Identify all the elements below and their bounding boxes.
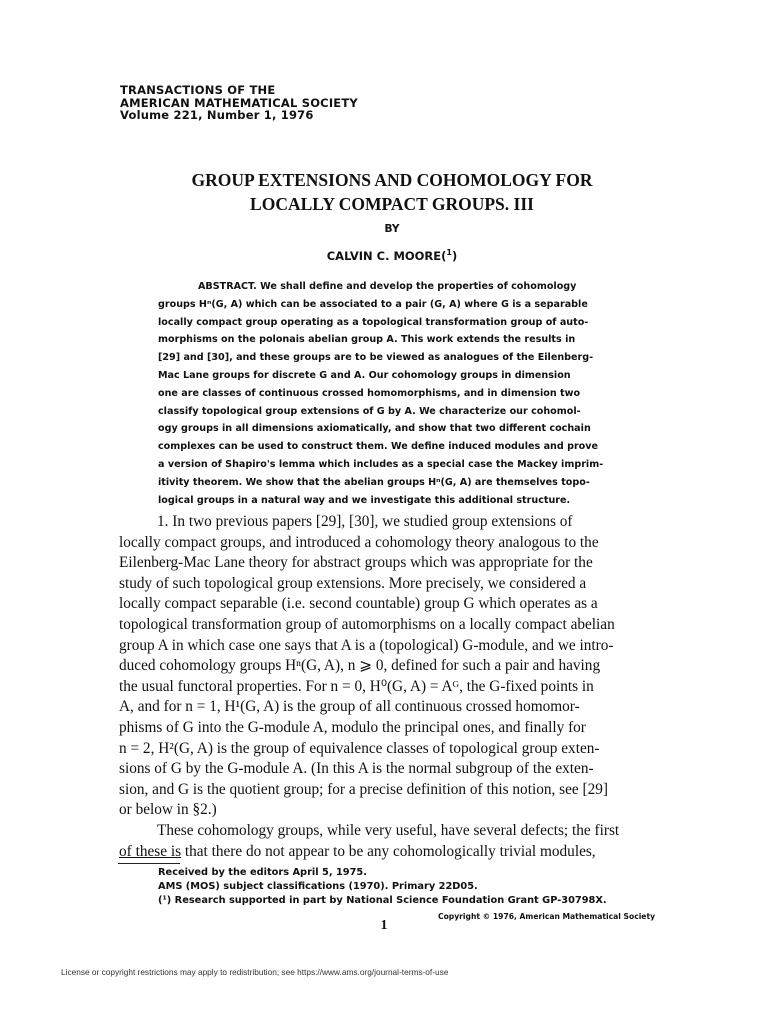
page-number: 1 [380, 918, 388, 933]
abstract-line: ABSTRACT. We shall define and develop the properties of cohomology [198, 281, 577, 292]
author-footnote-marker: 1 [446, 248, 452, 257]
abstract-line: [29] and [30], and these groups are to be viewed as analogues of the Eilenberg- [158, 352, 594, 364]
body-line: A, and for n = 1, H¹(G, A) is the group of all continuous crossed homomor- [119, 698, 580, 716]
abstract-line: complexes can be used to construct them. We define induced modules and prove [158, 441, 599, 453]
abstract-line: locally compact group operating as a topological transformation group of auto- [158, 316, 589, 328]
by-label: BY [384, 223, 400, 235]
underlined-phrase: of these is [119, 842, 182, 860]
footnote-divider [118, 863, 180, 864]
body-line: duced cohomology groups Hⁿ(G, A), n ⩾ 0, defined for such a pair and having [119, 657, 601, 675]
license-notice: License or copyright restrictions may apply to redistribution; see https://www.ams.org/journal-terms-of-use [61, 967, 449, 977]
body-line: 1. In two previous papers [29], [30], we studied group extensions of [157, 513, 573, 530]
journal-line-1: TRANSACTIONS OF THE [120, 83, 276, 97]
body-line: locally compact separable (i.e. second countable) group G which operates as a [119, 595, 598, 613]
body-line-rest: that there do not appear to be any cohomologically trivial modules, [181, 842, 596, 860]
journal-header [120, 84, 358, 122]
abstract-line: a version of Shapiro's lemma which includes as a special case the Mackey imprim- [158, 458, 604, 470]
body-line: Eilenberg-Mac Lane theory for abstract groups which was appropriate for the [119, 554, 593, 572]
body-line: topological transformation group of automorphisms on a locally compact abelian [119, 615, 615, 633]
body-line: group A in which case one says that A is a (topological) G-module, and we intro- [119, 636, 614, 654]
body-line: These cohomology groups, while very useful, have several defects; the first [157, 821, 620, 839]
abstract-line: itivity theorem. We show that the abelian groups Hⁿ(G, A) are themselves topo- [158, 476, 590, 488]
abstract [158, 278, 628, 509]
journal-volume: Volume 221, Number 1, 1976 [120, 108, 314, 122]
copyright-notice: Copyright © 1976, American Mathematical Society [438, 912, 656, 921]
abstract-line: Mac Lane groups for discrete G and A. Our cohomology groups in dimension [158, 369, 571, 381]
footnote-support: (¹) Research supported in part by National Science Foundation Grant GP-30798X. [158, 895, 607, 906]
footnotes [158, 866, 658, 908]
body-line: the usual functoral properties. For n = 0, H⁰(G, A) = Aᴳ, the G-fixed points in [119, 677, 594, 695]
author-name: CALVIN C. MOORE( [326, 248, 447, 263]
title-line-2: LOCALLY COMPACT GROUPS. III [250, 194, 534, 214]
abstract-line: ogy groups in all dimensions axiomatically, and show that two different cochain [158, 423, 591, 435]
body-line: sion, and G is the quotient group; for a precise definition of this notion, see [29] [119, 780, 608, 798]
body-line: phisms of G into the G-module A, modulo the principal ones, and finally for [119, 718, 586, 736]
body-text [119, 512, 661, 862]
body-line: sions of G by the G-module A. (In this A is the normal subgroup of the exten- [119, 760, 594, 778]
footnote-classification: AMS (MOS) subject classifications (1970). Primary 22D05. [158, 881, 478, 892]
title-line-1: GROUP EXTENSIONS AND COHOMOLOGY FOR [191, 170, 593, 190]
body-line: locally compact groups, and introduced a cohomology theory analogous to the [119, 533, 599, 551]
abstract-line: classify topological group extensions of G by A. We characterize our cohomol- [158, 405, 581, 417]
paper-title [120, 168, 664, 216]
body-line: study of such topological group extensions. More precisely, we considered a [119, 574, 587, 592]
abstract-line: morphisms on the polonais abelian group A. This work extends the results in [158, 334, 576, 346]
abstract-line: logical groups in a natural way and we investigate this additional structure. [158, 494, 571, 506]
body-line: n = 2, H²(G, A) is the group of equivalence classes of topological group exten- [119, 739, 600, 757]
abstract-line: one are classes of continuous crossed homomorphisms, and in dimension two [158, 387, 581, 399]
journal-line-2: AMERICAN MATHEMATICAL SOCIETY [120, 95, 358, 110]
author-close: ) [451, 248, 458, 263]
footnote-received: Received by the editors April 5, 1975. [158, 867, 367, 878]
body-line-last [119, 842, 661, 863]
author [120, 248, 664, 263]
body-line: or below in §2.) [119, 801, 217, 819]
abstract-line: groups Hⁿ(G, A) which can be associated to a pair (G, A) where G is a separable [158, 298, 588, 310]
